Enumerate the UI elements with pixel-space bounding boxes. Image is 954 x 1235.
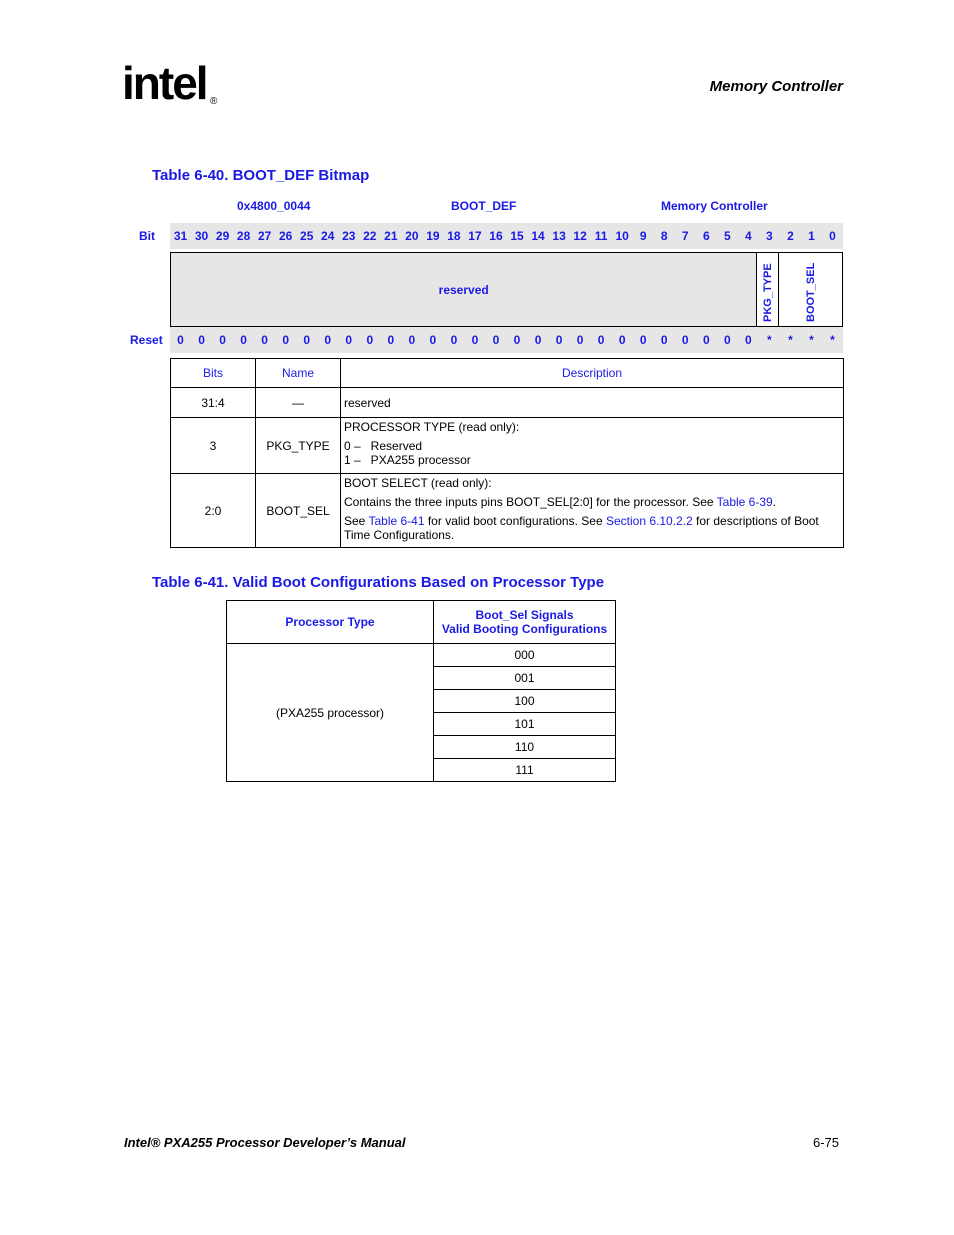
- reset-value-row: [170, 327, 843, 353]
- reset-value: 0: [240, 333, 247, 347]
- processor-cell: (PXA255 processor): [227, 644, 434, 782]
- reset-value: 0: [471, 333, 479, 347]
- config-cell: 000: [434, 644, 616, 667]
- config-cell: 110: [434, 736, 616, 759]
- reset-value: 0: [345, 333, 353, 347]
- bit-number: 0: [829, 229, 836, 243]
- boot-config-table: [226, 600, 616, 782]
- desc-option-0: 0 – Reserved: [344, 439, 423, 453]
- table-6-41-title: Table 6-41. Valid Boot Configurations Based on Processor Type: [152, 574, 605, 591]
- reset-value: 0: [723, 333, 731, 347]
- bit-number: 20: [405, 229, 419, 243]
- table-row: [227, 644, 616, 667]
- desc-title: BOOT SELECT (read only):: [344, 476, 492, 490]
- table-header-row: [171, 359, 844, 388]
- bit-number: 6: [702, 229, 710, 243]
- bit-number: 2: [787, 229, 794, 243]
- bit-number: 30: [194, 229, 209, 243]
- register-address: 0x4800_0044: [237, 199, 311, 213]
- reset-value: 0: [366, 333, 374, 347]
- bit-number: 31: [173, 229, 188, 243]
- bit-number: 1: [808, 229, 815, 243]
- header-boot-sel: [434, 601, 616, 644]
- bit-number: 12: [573, 229, 587, 243]
- bit-number: 16: [489, 229, 503, 243]
- bit-number: 13: [552, 229, 566, 243]
- reset-value: 0: [324, 333, 332, 347]
- reset-value: 0: [702, 333, 710, 347]
- row-name: PKG_TYPE: [256, 418, 341, 474]
- reset-value: *: [788, 333, 793, 347]
- field-boot-sel: [779, 253, 842, 326]
- bit-number-row: [170, 223, 843, 249]
- reset-value: 0: [429, 333, 437, 347]
- reset-value: 0: [681, 333, 689, 347]
- bit-number: 25: [300, 229, 314, 243]
- bit-number: 5: [723, 229, 731, 243]
- bit-number: 19: [426, 229, 440, 243]
- reset-value: 0: [219, 333, 226, 347]
- link-table-6-39[interactable]: Table 6-39: [716, 495, 773, 509]
- reset-value: 0: [555, 333, 563, 347]
- table-6-40-title: Table 6-40. BOOT_DEF Bitmap: [152, 167, 370, 184]
- bit-number: 24: [321, 229, 335, 243]
- header-processor-type: Processor Type: [227, 601, 434, 644]
- field-boot-sel-label: BOOT_SEL: [804, 262, 817, 322]
- bit-number: 7: [681, 229, 689, 243]
- desc-text: Contains the three inputs pins BOOT_SEL[2:0] for the processor. See: [344, 495, 717, 509]
- bit-number: 10: [615, 229, 629, 243]
- table-header-row: [227, 601, 616, 644]
- reset-value: 0: [198, 333, 205, 347]
- bit-number: 22: [363, 229, 377, 243]
- bit-number: 4: [745, 229, 752, 243]
- reset-value: 0: [513, 333, 521, 347]
- reset-value: 0: [492, 333, 500, 347]
- bit-number: 3: [766, 229, 773, 243]
- bit-number: 27: [257, 229, 272, 243]
- config-cell: 100: [434, 690, 616, 713]
- bit-number: 26: [278, 229, 293, 243]
- table-row: [171, 474, 844, 548]
- row-name: —: [256, 388, 341, 418]
- config-cell: 001: [434, 667, 616, 690]
- reset-value: 0: [387, 333, 395, 347]
- reset-value: 0: [261, 333, 268, 347]
- reset-value: 0: [450, 333, 458, 347]
- bit-number: 15: [510, 229, 524, 243]
- row-name: BOOT_SEL: [256, 474, 341, 548]
- reset-value: 0: [408, 333, 416, 347]
- row-bits: 2:0: [171, 474, 256, 548]
- bit-number: 9: [639, 229, 647, 243]
- bit-description-table: [170, 358, 844, 548]
- table-row: [171, 388, 844, 418]
- link-section-6-10-2-2[interactable]: Section 6.10.2.2: [605, 514, 693, 528]
- reset-value: 0: [282, 333, 290, 347]
- logo-text: intel: [122, 57, 207, 109]
- bit-row-label: Bit: [139, 229, 155, 243]
- reset-value: 0: [303, 333, 311, 347]
- header-boot-sel-line1: Boot_Sel Signals: [475, 608, 574, 622]
- bit-number: 21: [384, 229, 398, 243]
- register-field-map: [170, 252, 843, 327]
- reset-value: 0: [639, 333, 647, 347]
- bit-number: 29: [215, 229, 230, 243]
- logo-registered-mark: ®: [210, 96, 218, 107]
- field-reserved: reserved: [171, 253, 757, 326]
- register-name: BOOT_DEF: [451, 199, 517, 213]
- config-cell: 111: [434, 759, 616, 782]
- intel-logo: [122, 57, 222, 118]
- desc-text: for descriptions of Boot Time Configurations.: [344, 514, 819, 542]
- bit-number: 11: [594, 229, 608, 243]
- reset-value: *: [767, 333, 772, 347]
- desc-option-1: 1 – PXA255 processor: [344, 453, 471, 467]
- reset-row-label: Reset: [130, 333, 163, 347]
- row-bits: 3: [171, 418, 256, 474]
- section-title: Memory Controller: [709, 78, 843, 95]
- reset-value: 0: [660, 333, 668, 347]
- bit-number: 14: [531, 229, 545, 243]
- link-table-6-41[interactable]: Table 6-41: [368, 514, 425, 528]
- header-boot-sel-line2: Valid Booting Configurations: [441, 622, 608, 636]
- row-description: [341, 418, 844, 474]
- reset-value: 0: [745, 333, 752, 347]
- reset-value: 0: [576, 333, 584, 347]
- bit-number: 8: [660, 229, 668, 243]
- desc-line-1: [344, 495, 840, 509]
- desc-text: See: [344, 514, 369, 528]
- desc-text: for valid boot configurations. See: [424, 514, 606, 528]
- desc-text: .: [772, 495, 777, 509]
- bit-number: 28: [236, 229, 251, 243]
- header-description: Description: [341, 359, 844, 388]
- row-description: reserved: [341, 388, 844, 418]
- reset-value: *: [830, 333, 835, 347]
- header-bits: Bits: [171, 359, 256, 388]
- desc-line-2: [344, 514, 840, 542]
- register-unit: Memory Controller: [661, 199, 768, 213]
- row-description: [341, 474, 844, 548]
- reset-value: 0: [618, 333, 626, 347]
- reset-value: 0: [534, 333, 542, 347]
- bit-number: 17: [468, 229, 482, 243]
- footer-manual-title: Intel® PXA255 Processor Developer’s Manual: [124, 1135, 406, 1150]
- bit-number: 23: [342, 229, 356, 243]
- bit-number: 18: [447, 229, 461, 243]
- row-bits: 31:4: [171, 388, 256, 418]
- footer-page-number: 6-75: [812, 1135, 839, 1150]
- reset-value: *: [809, 333, 814, 347]
- table-row: [171, 418, 844, 474]
- field-pkg-type-label: PKG_TYPE: [761, 263, 774, 322]
- field-pkg-type: [757, 253, 779, 326]
- desc-title: PROCESSOR TYPE (read only):: [344, 420, 520, 434]
- reset-value: 0: [597, 333, 605, 347]
- header-name: Name: [256, 359, 341, 388]
- config-cell: 101: [434, 713, 616, 736]
- reset-value: 0: [177, 333, 184, 347]
